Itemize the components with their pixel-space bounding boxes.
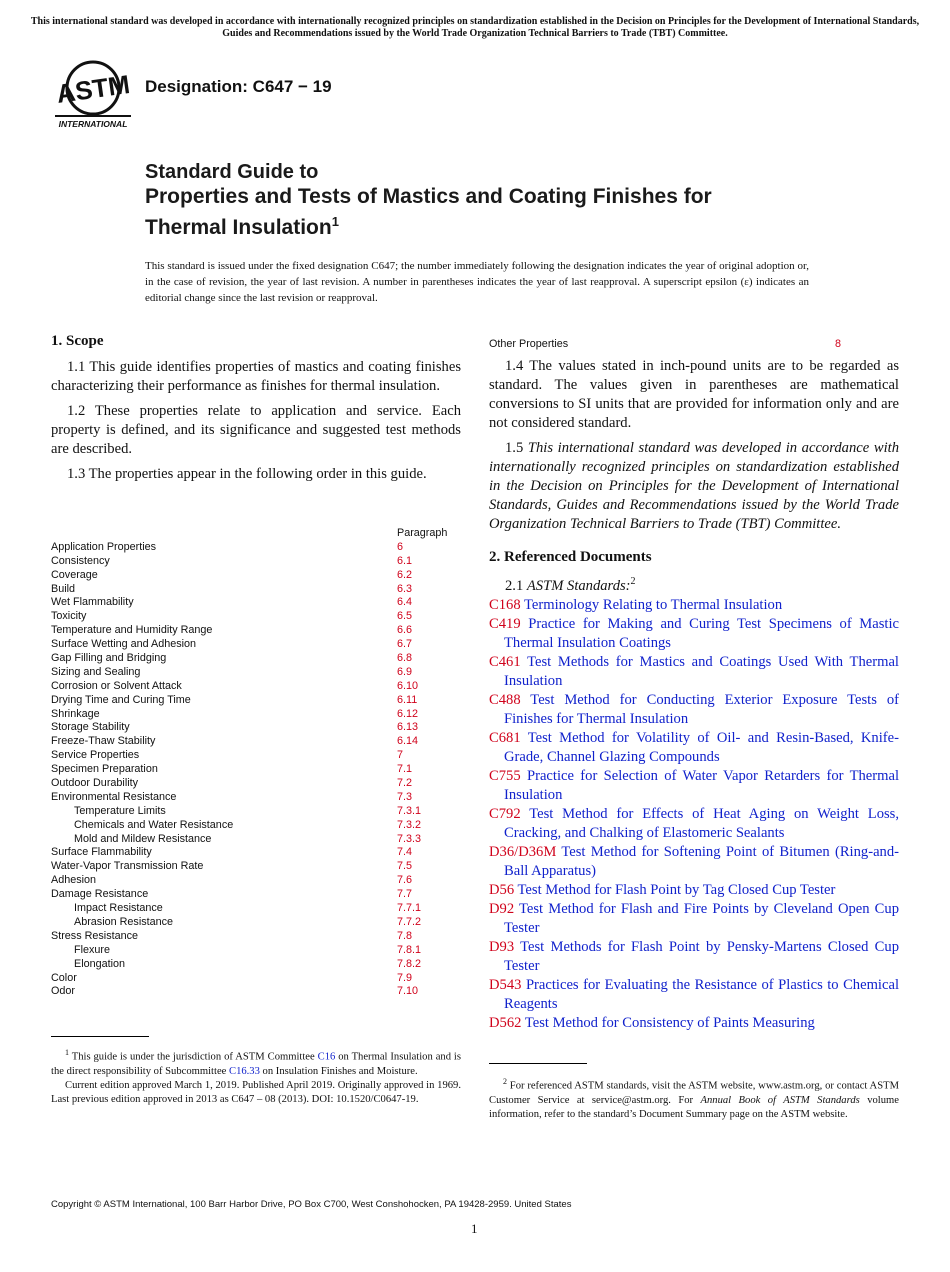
title-footnote-mark[interactable]: 1	[331, 214, 339, 229]
wto-notice: This international standard was developed in accordance with internationally recognized principles on standardization established in the Decision on Principles for the Development of International Standards, Guides and Recommendations issued by the World Trade Organization Technical Barriers to Trade (TBT) Committee.	[30, 16, 920, 39]
toc-paragraph-link[interactable]: 6.6	[397, 624, 413, 637]
reference-code-link[interactable]: D562	[489, 1014, 522, 1031]
toc-label: Color	[51, 971, 77, 984]
toc-row	[51, 721, 461, 735]
toc-paragraph-link[interactable]: 7.7.2	[397, 915, 422, 928]
reference-code-link[interactable]: C792	[489, 805, 521, 822]
reference-code-link[interactable]: D36/D36M	[489, 843, 557, 860]
reference-title-link[interactable]: Test Method for Consistency of Paints Measuring	[524, 1014, 815, 1031]
toc-label: Elongation	[74, 957, 126, 970]
toc-row	[51, 735, 461, 749]
toc-header: Paragraph	[397, 527, 448, 539]
reference-item	[489, 900, 899, 938]
reference-title-link[interactable]: Test Method for Volatility of Oil- and Resin-Based, Knife-Grade, Channel Glazing Compounds	[504, 729, 899, 765]
footnote-1	[51, 1046, 461, 1107]
toc-row	[51, 680, 461, 694]
toc-label: Shrinkage	[51, 707, 100, 720]
toc-label: Toxicity	[51, 610, 87, 623]
designation: Designation: C647 − 19	[145, 77, 332, 96]
reference-code-link[interactable]: D543	[489, 976, 522, 993]
reference-title-link[interactable]: Test Method for Effects of Heat Aging on Weight Loss, Cracking, and Chalking of Elastomeric Sealants	[504, 805, 899, 841]
toc-row	[51, 555, 461, 569]
astm-standards-subheading	[489, 572, 899, 596]
toc-paragraph-link[interactable]: 6.11	[397, 693, 418, 706]
issued-note: This standard is issued under the fixed designation C647; the number immediately following the designation indicates the year of original adoption or, in the case of revision, the year of last revision. A number in parentheses indicates the year of last reapproval. A superscript epsilon (ε) indicates an editorial change since the last revision or reapproval.	[145, 260, 809, 304]
toc-row	[51, 763, 461, 777]
toc-label: Mold and Mildew Resistance	[74, 832, 212, 845]
toc-paragraph-link[interactable]: 6.3	[397, 582, 413, 595]
toc-paragraph-link[interactable]: 6.9	[397, 665, 413, 678]
reference-code-link[interactable]: C461	[489, 653, 521, 670]
fn1-text-c: on Insulation Finishes and Moisture.	[259, 1065, 418, 1077]
toc-paragraph-link[interactable]: 7.1	[397, 763, 413, 776]
toc-row	[51, 972, 461, 986]
reference-item	[489, 843, 899, 881]
left-column	[51, 332, 461, 484]
toc-paragraph-link[interactable]: 6.1	[397, 554, 413, 567]
toc-row	[51, 985, 461, 999]
sub-number: 2.1	[505, 577, 527, 594]
reference-item	[489, 691, 899, 729]
toc-paragraph-link[interactable]: 7.8	[397, 929, 413, 942]
toc-paragraph-link[interactable]: 6.4	[397, 596, 413, 609]
toc-paragraph-link[interactable]: 7.5	[397, 860, 413, 873]
astm-logo	[52, 56, 134, 132]
toc-paragraph-link[interactable]: 6.8	[397, 652, 413, 665]
toc-paragraph-link[interactable]: 7.4	[397, 846, 413, 859]
toc-label: Service Properties	[51, 749, 140, 762]
toc-label: Gap Filling and Bridging	[51, 652, 167, 665]
toc-label: Coverage	[51, 568, 98, 581]
para-1-4: 1.4 The values stated in inch-pound units are to be regarded as standard. The values given in parentheses are mathematical conversions to SI units that are provided for information only and are not considered standard.	[489, 358, 899, 431]
reference-item	[489, 596, 899, 615]
toc-label: Abrasion Resistance	[74, 915, 174, 928]
astm-logo-mark	[52, 56, 134, 132]
toc-row	[51, 888, 461, 902]
reference-code-link[interactable]: C419	[489, 615, 521, 632]
toc-row	[51, 624, 461, 638]
svg-text:ASTM: ASTM	[54, 69, 132, 109]
toc-label: Application Properties	[51, 540, 157, 553]
toc-label: Freeze-Thaw Stability	[51, 735, 156, 748]
reference-code-link[interactable]: C168	[489, 596, 521, 613]
toc-label: Chemicals and Water Resistance	[74, 818, 234, 831]
reference-code-link[interactable]: D56	[489, 881, 515, 898]
toc-row	[51, 638, 461, 652]
footnote-2	[489, 1075, 899, 1122]
toc-row	[51, 805, 461, 819]
toc-paragraph-link[interactable]: 7.3.3	[397, 832, 422, 845]
reference-title-link[interactable]: Test Method for Conducting Exterior Exposure Tests of Finishes for Thermal Insulation	[504, 691, 899, 727]
toc-row	[51, 846, 461, 860]
fn1-text-a: This guide is under the jurisdiction of ASTM Committee	[69, 1051, 318, 1063]
toc-label: Other Properties	[489, 338, 569, 350]
toc-row	[51, 930, 461, 944]
toc-paragraph-link[interactable]: 7.6	[397, 874, 413, 887]
toc-paragraph-link[interactable]: 7.8.1	[397, 943, 422, 956]
para-1-5-number: 1.5	[505, 440, 528, 456]
toc-row	[51, 819, 461, 833]
toc-paragraph-link[interactable]: 6.12	[397, 707, 419, 720]
para-1-5-text: This international standard was developed in accordance with internationally recognized principles on standardization established in the Decision on Principles for the Development of International Standards, Guides and Recommendations issued by the World Trade Organization Technical Barriers to Trade (TBT) Committee.	[489, 440, 900, 532]
fn2-text-a: For referenced ASTM standards, visit the ASTM website, www.astm.org, or contact ASTM Customer Service at service@astm.org. For	[489, 1080, 899, 1106]
toc-row	[51, 916, 461, 930]
toc-row	[51, 541, 461, 555]
fn2-italic: Annual Book of ASTM Standards	[700, 1094, 860, 1106]
toc-paragraph-link[interactable]: 7.3.1	[397, 804, 422, 817]
toc-label: Water-Vapor Transmission Rate	[51, 860, 204, 873]
toc-paragraph-link[interactable]: 6	[397, 540, 404, 553]
toc-paragraph-link[interactable]: 6.7	[397, 638, 413, 651]
reference-title-link[interactable]: Test Methods for Flash Point by Pensky-Martens Closed Cup Tester	[504, 938, 899, 974]
toc-label: Environmental Resistance	[51, 790, 177, 803]
reference-code-link[interactable]: C755	[489, 767, 521, 784]
toc-paragraph-link[interactable]: 7.8.2	[397, 957, 422, 970]
copyright: Copyright © ASTM International, 100 Barr Harbor Drive, PO Box C700, West Conshohocken, PA 19428-2959. United States	[51, 1199, 572, 1210]
toc-label: Sizing and Sealing	[51, 665, 141, 678]
toc-label: Surface Wetting and Adhesion	[51, 638, 197, 651]
reference-code-link[interactable]: C488	[489, 691, 521, 708]
para-1-3: 1.3 The properties appear in the following order in this guide.	[67, 466, 427, 482]
reference-item	[489, 767, 899, 805]
fn1-edition: Current edition approved March 1, 2019. Published April 2019. Originally approved in 1969. Last previous edition approved in 2013 as C647 – 08 (2013). DOI: 10.1520/C0647-19.	[51, 1079, 461, 1105]
reference-code-link[interactable]: C681	[489, 729, 521, 746]
toc-row	[51, 596, 461, 610]
toc-row	[51, 708, 461, 722]
para-1-5	[489, 439, 899, 534]
toc-label: Impact Resistance	[74, 902, 163, 915]
toc-row	[51, 777, 461, 791]
toc-row	[51, 902, 461, 916]
toc-row	[51, 610, 461, 624]
reference-item	[489, 1014, 899, 1033]
toc-row	[51, 583, 461, 597]
toc-label: Temperature and Humidity Range	[51, 624, 213, 637]
title-line-1: Standard Guide to	[145, 161, 319, 183]
scope-heading: 1. Scope	[51, 333, 104, 349]
fn2-mark: 2	[503, 1077, 507, 1086]
toc-label: Build	[51, 582, 76, 595]
toc-row	[51, 749, 461, 763]
reference-title-link[interactable]: Practice for Making and Curing Test Specimens of Mastic Thermal Insulation Coatings	[504, 615, 899, 651]
footnote-rule-right	[489, 1063, 587, 1064]
reference-title-link[interactable]: Test Method for Softening Point of Bitumen (Ring-and-Ball Apparatus)	[504, 843, 899, 879]
reference-code-link[interactable]: D93	[489, 938, 515, 955]
reference-title-link[interactable]: Practices for Evaluating the Resistance of Plastics to Chemical Reagents	[504, 976, 899, 1012]
fn1-text-b: on Thermal Insulation and is the direct responsibility of Subcommittee	[51, 1051, 461, 1077]
toc-row	[51, 694, 461, 708]
toc-paragraph-link[interactable]: 7.2	[397, 777, 413, 790]
title-line-2: Properties and Tests of Mastics and Coating Finishes for Thermal Insulation	[145, 185, 712, 239]
toc-label: Specimen Preparation	[51, 763, 158, 776]
sub-label: ASTM Standards:	[526, 577, 631, 594]
toc-label: Damage Resistance	[51, 888, 149, 901]
references-heading: 2. Referenced Documents	[489, 549, 652, 565]
toc-label: Adhesion	[51, 874, 97, 887]
toc-row	[51, 944, 461, 958]
document-title	[145, 160, 845, 240]
toc-label: Storage Stability	[51, 721, 130, 734]
right-column	[489, 357, 899, 1033]
toc-label: Temperature Limits	[74, 804, 166, 817]
toc-continued	[489, 338, 899, 352]
toc-row	[51, 666, 461, 680]
toc-paragraph-link[interactable]: 6.5	[397, 610, 413, 623]
toc-label: Corrosion or Solvent Attack	[51, 679, 182, 692]
para-1-1: 1.1 This guide identifies properties of mastics and coating finishes characterizing their performance as finishes for thermal insulation.	[51, 359, 461, 394]
toc-label: Surface Flammability	[51, 846, 152, 859]
reference-item	[489, 938, 899, 976]
toc-paragraph-link[interactable]: 7.7.1	[397, 902, 422, 915]
logo-international-text: INTERNATIONAL	[58, 119, 128, 129]
toc-paragraph-link[interactable]: 7	[397, 749, 404, 762]
toc-paragraph-link[interactable]: 7.3	[397, 790, 413, 803]
reference-title-link[interactable]: Test Method for Flash Point by Tag Closed Cup Tester	[517, 881, 836, 898]
reference-code-link[interactable]: D92	[489, 900, 515, 917]
reference-list	[489, 596, 899, 1033]
toc-label: Odor	[51, 985, 76, 998]
toc-paragraph-link[interactable]: 6.13	[397, 721, 419, 734]
reference-item	[489, 653, 899, 691]
toc-row	[51, 874, 461, 888]
toc-label: Outdoor Durability	[51, 777, 139, 790]
fn2-text-b: volume information, refer to the standard’s Document Summary page on the ASTM website.	[489, 1094, 899, 1120]
subcommittee-link[interactable]: C16.33	[229, 1065, 260, 1077]
reference-item	[489, 615, 899, 653]
toc-row	[51, 958, 461, 972]
toc-row	[51, 569, 461, 583]
sub-footnote-mark[interactable]: 2	[630, 576, 636, 587]
toc-label: Wet Flammability	[51, 596, 134, 609]
fn1-mark: 1	[65, 1048, 69, 1057]
reference-item	[489, 729, 899, 767]
committee-link[interactable]: C16	[317, 1051, 336, 1063]
toc-row	[51, 833, 461, 847]
toc-paragraph-link[interactable]: 7.3.2	[397, 818, 422, 831]
toc-label: Flexure	[74, 943, 111, 956]
toc-paragraph-link[interactable]: 6.2	[397, 568, 413, 581]
reference-title-link[interactable]: Practice for Selection of Water Vapor Retarders for Thermal Insulation	[504, 767, 900, 803]
toc-paragraph-link[interactable]: 8	[835, 338, 842, 350]
toc-paragraph-link[interactable]: 7.7	[397, 888, 413, 901]
toc-row	[51, 860, 461, 874]
reference-item	[489, 976, 899, 1014]
toc-row	[51, 652, 461, 666]
toc-label: Stress Resistance	[51, 929, 139, 942]
properties-toc	[51, 527, 461, 999]
toc-paragraph-link[interactable]: 7.9	[397, 971, 413, 984]
reference-item	[489, 881, 899, 900]
toc-paragraph-link[interactable]: 7.10	[397, 985, 419, 998]
page-number: 1	[471, 1221, 478, 1236]
reference-title-link[interactable]: Terminology Relating to Thermal Insulation	[524, 596, 783, 613]
footnote-rule-left	[51, 1036, 149, 1037]
toc-row	[51, 791, 461, 805]
para-1-2: 1.2 These properties relate to application and service. Each property is defined, and its significance and suggested test methods are described.	[51, 403, 461, 457]
reference-title-link[interactable]: Test Method for Flash and Fire Points by Cleveland Open Cup Tester	[504, 900, 900, 936]
toc-paragraph-link[interactable]: 6.10	[397, 679, 419, 692]
toc-label: Consistency	[51, 554, 110, 567]
reference-title-link[interactable]: Test Methods for Mastics and Coatings Used With Thermal Insulation	[504, 653, 899, 689]
reference-item	[489, 805, 899, 843]
toc-paragraph-link[interactable]: 6.14	[397, 735, 419, 748]
toc-label: Drying Time and Curing Time	[51, 693, 191, 706]
